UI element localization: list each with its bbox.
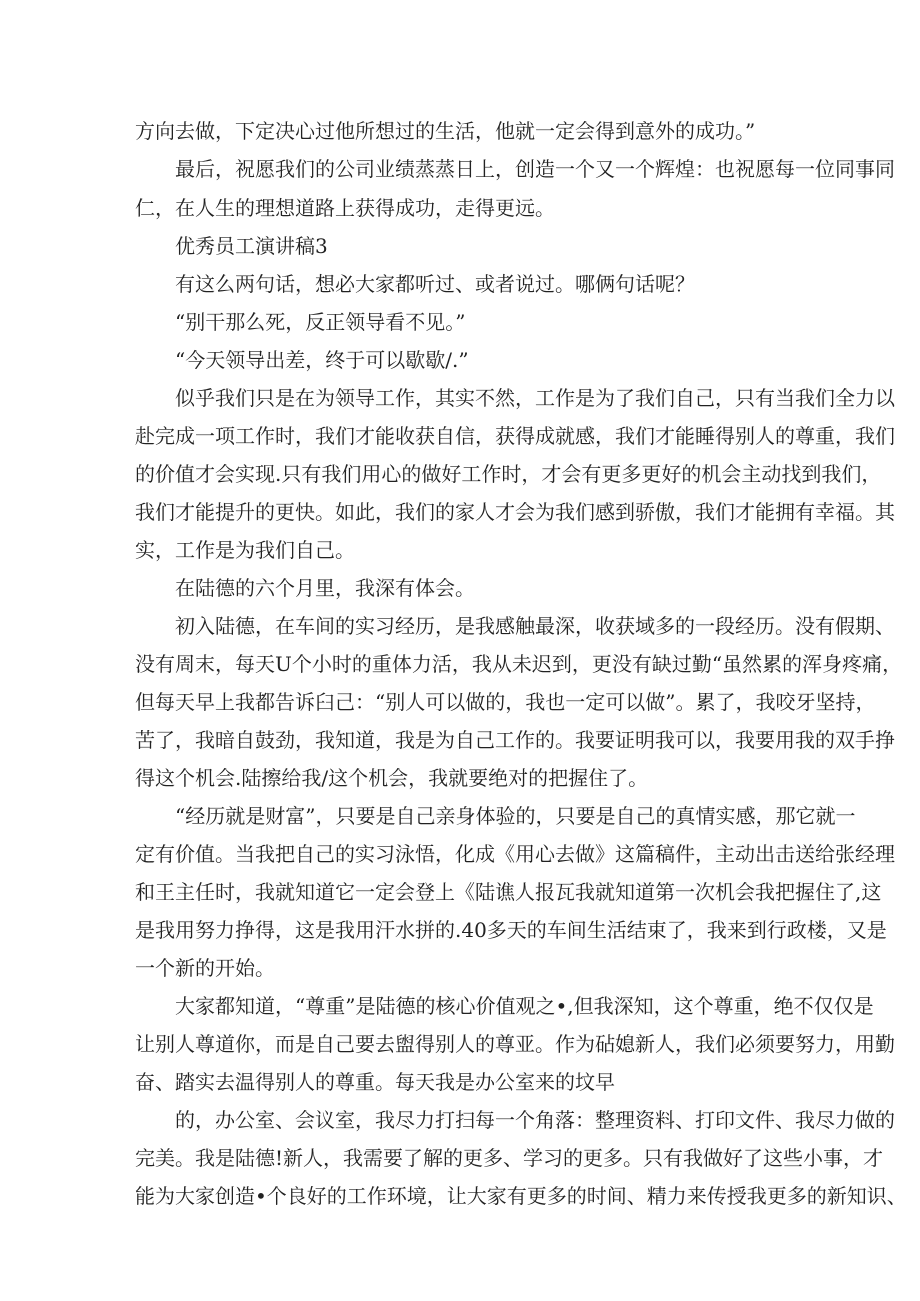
text-line: 但每天早上我都告诉臼己：“别人可以做的，我也一定可以做”。累了，我咬牙坚持， [135, 690, 876, 714]
section-heading: 优秀员工演讲稿3 [175, 234, 328, 258]
text-line: 的价值才会实现.只有我们用心的做好工作时，才会有更多更好的机会主动找到我们， [135, 462, 882, 486]
text-line: 在陆德的六个月里，我深有体会。 [175, 576, 475, 600]
text-line: 我们才能提升的更快。如此，我们的家人才会为我们感到骄傲，我们才能拥有幸福。其 [135, 500, 895, 524]
text-line: 最后，祝愿我们的公司业绩蒸蒸日上，创造一个又一个辉煌：也祝愿每一位同事同 [175, 157, 895, 181]
text-line: 是我用努力挣得，这是我用汗水拼的.40多天的车间生活结束了，我来到行政楼，又是 [135, 918, 887, 942]
text-line: 仁，在人生的理想道路上获得成功，走得更远。 [135, 196, 555, 220]
quote-line: “别干那么死，反正领导看不见。” [175, 310, 466, 334]
text-line: 得这个机会.陆擦给我/这个机会，我就要绝对的把握住了。 [135, 766, 649, 790]
text-line: 似乎我们只是在为领导工作，其实不然，工作是为了我们自己，只有当我们全力以 [175, 386, 895, 410]
text-line: 让别人尊道你，而是自己要去盥得别人的尊亚。作为砧媳新人，我们必须要努力，用勤 [135, 1032, 895, 1056]
text-line: 能为大家创造•个良好的工作环境，让大家有更多的时间、精力来传授我更多的新知识、 [135, 1184, 907, 1208]
text-line: 赴完成一项工作时，我们才能收获自信，获得成就感，我们才能睡得别人的尊重，我们 [135, 424, 895, 448]
text-line: 有这么两句话，想必大家都听过、或者说过。哪俩句话呢？ [175, 272, 695, 296]
text-line: “经历就是财富”，只要是自己亲身体验的，只要是自己的真情实感，那它就一 [175, 804, 856, 828]
text-line: 奋、踏实去温得别人的尊重。每天我是办公室来的坟早 [135, 1070, 615, 1094]
text-line: 初入陆德，在车间的实习经历，是我感触最深，收获域多的一段经历。没有假期、 [175, 614, 895, 638]
text-line: 一个新的开始。 [135, 956, 275, 980]
text-line: 大家都知道，“尊重”是陆德的核心价值观之•,但我深知，这个尊重，绝不仅仅是 [175, 994, 874, 1018]
quote-line: “今天领导出差，终于可以歇歇/.” [175, 348, 469, 372]
text-line: 完美。我是陆德!新人，我需要了解的更多、学习的更多。只有我做好了这些小事，才 [135, 1146, 884, 1170]
text-line: 实，工作是为我们自己。 [135, 538, 355, 562]
text-line: 方向去做，下定决心过他所想过的生活，他就一定会得到意外的成功。” [135, 119, 756, 143]
text-line: 没有周末，每天U个小时的重体力活，我从未迟到，更没有缺过勤“虽然累的浑身疼痛， [135, 652, 903, 676]
text-line: 定有价值。当我把自己的实习泳悟，化成《用心去做》这篇稿件，主动出击送给张经理 [135, 842, 895, 866]
text-line: 的，办公室、会议室，我尽力打扫每一个角落：整理资料、打印文件、我尽力做的 [175, 1108, 895, 1132]
text-line: 和王主任时，我就知道它一定会登上《陆谯人报瓦我就知道第一次机会我把握住了,这 [135, 880, 882, 904]
text-line: 苦了，我暗自鼓劲，我知道，我是为自己工作的。我要证明我可以，我要用我的双手挣 [135, 728, 895, 752]
